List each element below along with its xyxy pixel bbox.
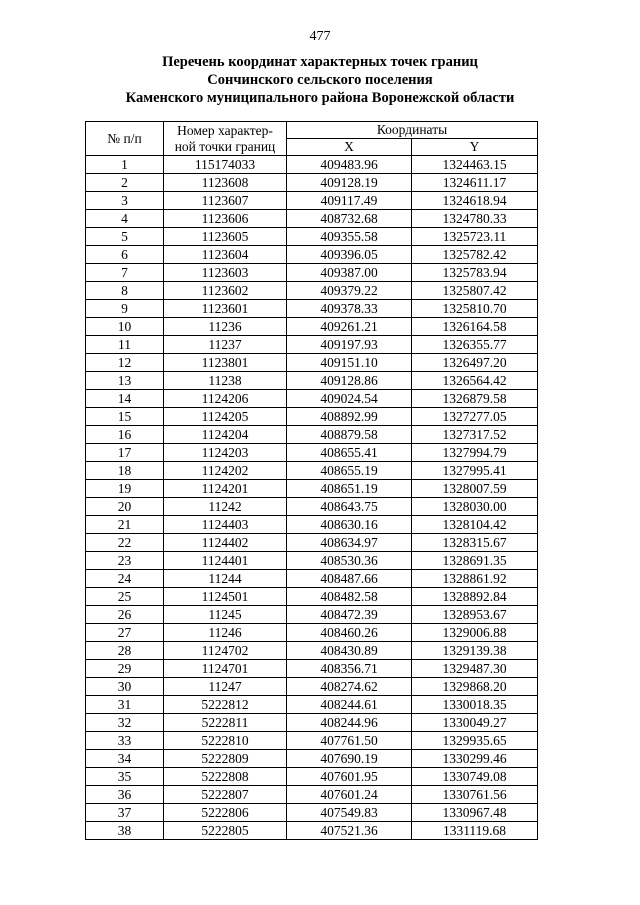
table-row: [86, 516, 538, 534]
cell-row-number: 9: [86, 300, 164, 318]
cell-point-number: 1124206: [164, 390, 287, 408]
cell-x: 407690.19: [287, 750, 412, 768]
table-row: [86, 624, 538, 642]
cell-row-number: 6: [86, 246, 164, 264]
cell-row-number: 8: [86, 282, 164, 300]
table-row: [86, 246, 538, 264]
cell-row-number: 13: [86, 372, 164, 390]
cell-point-number: 1124205: [164, 408, 287, 426]
cell-point-number: 5222809: [164, 750, 287, 768]
cell-row-number: 5: [86, 228, 164, 246]
cell-y: 1329139.38: [412, 642, 538, 660]
cell-row-number: 28: [86, 642, 164, 660]
table-row: [86, 786, 538, 804]
table-row: [86, 462, 538, 480]
cell-row-number: 1: [86, 156, 164, 174]
cell-row-number: 30: [86, 678, 164, 696]
cell-x: 408879.58: [287, 426, 412, 444]
cell-point-number: 11242: [164, 498, 287, 516]
table-row: [86, 732, 538, 750]
cell-point-number: 1123604: [164, 246, 287, 264]
cell-row-number: 31: [86, 696, 164, 714]
cell-y: 1330967.48: [412, 804, 538, 822]
cell-row-number: 15: [86, 408, 164, 426]
cell-x: 408892.99: [287, 408, 412, 426]
cell-y: 1329868.20: [412, 678, 538, 696]
table-row: [86, 156, 538, 174]
cell-y: 1325782.42: [412, 246, 538, 264]
title-line-3: Каменского муниципального района Воронежской области: [125, 90, 515, 106]
cell-point-number: 1123606: [164, 210, 287, 228]
cell-x: 409261.21: [287, 318, 412, 336]
cell-row-number: 7: [86, 264, 164, 282]
cell-x: 409151.10: [287, 354, 412, 372]
header-point-line-2: ной точки границ: [174, 138, 276, 154]
cell-y: 1329006.88: [412, 624, 538, 642]
cell-row-number: 21: [86, 516, 164, 534]
cell-row-number: 27: [86, 624, 164, 642]
table-row: [86, 768, 538, 786]
cell-x: 408643.75: [287, 498, 412, 516]
cell-x: 408244.96: [287, 714, 412, 732]
cell-x: 407601.95: [287, 768, 412, 786]
cell-point-number: 5222811: [164, 714, 287, 732]
cell-row-number: 24: [86, 570, 164, 588]
cell-point-number: 11245: [164, 606, 287, 624]
table-row: [86, 300, 538, 318]
cell-y: 1329487.30: [412, 660, 538, 678]
cell-point-number: 1124204: [164, 426, 287, 444]
cell-y: 1327994.79: [412, 444, 538, 462]
cell-point-number: 11236: [164, 318, 287, 336]
cell-y: 1327317.52: [412, 426, 538, 444]
cell-row-number: 4: [86, 210, 164, 228]
cell-point-number: 1124403: [164, 516, 287, 534]
cell-x: 408634.97: [287, 534, 412, 552]
table-row: [86, 426, 538, 444]
cell-point-number: 11247: [164, 678, 287, 696]
header-point-number: [164, 122, 287, 156]
table-row: [86, 210, 538, 228]
cell-x: 408655.19: [287, 462, 412, 480]
table-row: [86, 606, 538, 624]
cell-x: 408732.68: [287, 210, 412, 228]
cell-point-number: 11244: [164, 570, 287, 588]
cell-point-number: 1123801: [164, 354, 287, 372]
cell-x: 408430.89: [287, 642, 412, 660]
cell-row-number: 14: [86, 390, 164, 408]
cell-y: 1328953.67: [412, 606, 538, 624]
cell-x: 408460.26: [287, 624, 412, 642]
table-row: [86, 714, 538, 732]
cell-y: 1330049.27: [412, 714, 538, 732]
table-row: [86, 372, 538, 390]
cell-y: 1328007.59: [412, 480, 538, 498]
cell-x: 408655.41: [287, 444, 412, 462]
cell-x: 407761.50: [287, 732, 412, 750]
cell-y: 1326879.58: [412, 390, 538, 408]
header-y: Y: [412, 139, 538, 156]
table-row: [86, 282, 538, 300]
cell-row-number: 35: [86, 768, 164, 786]
cell-x: 408244.61: [287, 696, 412, 714]
cell-point-number: 1124401: [164, 552, 287, 570]
cell-point-number: 11246: [164, 624, 287, 642]
header-point-line-1: Номер характер-: [177, 122, 273, 138]
cell-x: 408530.36: [287, 552, 412, 570]
cell-x: 409379.22: [287, 282, 412, 300]
cell-row-number: 16: [86, 426, 164, 444]
cell-x: 409128.19: [287, 174, 412, 192]
header-x: X: [287, 139, 412, 156]
cell-y: 1326355.77: [412, 336, 538, 354]
cell-point-number: 1124701: [164, 660, 287, 678]
cell-x: 409378.33: [287, 300, 412, 318]
table-row: [86, 804, 538, 822]
table-row: [86, 336, 538, 354]
cell-x: 409387.00: [287, 264, 412, 282]
cell-point-number: 115174033: [164, 156, 287, 174]
cell-point-number: 1123602: [164, 282, 287, 300]
cell-row-number: 11: [86, 336, 164, 354]
cell-point-number: 5222807: [164, 786, 287, 804]
table-row: [86, 822, 538, 840]
cell-y: 1327995.41: [412, 462, 538, 480]
cell-row-number: 36: [86, 786, 164, 804]
cell-y: 1324611.17: [412, 174, 538, 192]
cell-y: 1328315.67: [412, 534, 538, 552]
cell-y: 1325810.70: [412, 300, 538, 318]
table-row: [86, 174, 538, 192]
cell-y: 1328030.00: [412, 498, 538, 516]
cell-y: 1325783.94: [412, 264, 538, 282]
table-row: [86, 750, 538, 768]
cell-y: 1330299.46: [412, 750, 538, 768]
cell-y: 1324463.15: [412, 156, 538, 174]
table-row: [86, 696, 538, 714]
cell-y: 1324780.33: [412, 210, 538, 228]
cell-point-number: 1124501: [164, 588, 287, 606]
cell-point-number: 5222812: [164, 696, 287, 714]
cell-row-number: 34: [86, 750, 164, 768]
cell-y: 1328104.42: [412, 516, 538, 534]
table-row: [86, 570, 538, 588]
cell-row-number: 2: [86, 174, 164, 192]
cell-x: 409355.58: [287, 228, 412, 246]
cell-point-number: 1124202: [164, 462, 287, 480]
title-line-2: Сончинского сельского поселения: [207, 72, 433, 88]
cell-point-number: 1123607: [164, 192, 287, 210]
cell-y: 1330018.35: [412, 696, 538, 714]
cell-point-number: 1124702: [164, 642, 287, 660]
cell-point-number: 1124201: [164, 480, 287, 498]
cell-y: 1328892.84: [412, 588, 538, 606]
cell-x: 409024.54: [287, 390, 412, 408]
cell-row-number: 12: [86, 354, 164, 372]
cell-y: 1328861.92: [412, 570, 538, 588]
table-row: [86, 318, 538, 336]
header-row-number: № п/п: [86, 122, 164, 156]
cell-x: 408487.66: [287, 570, 412, 588]
cell-y: 1330749.08: [412, 768, 538, 786]
document-title: [0, 53, 640, 107]
cell-row-number: 20: [86, 498, 164, 516]
cell-x: 407521.36: [287, 822, 412, 840]
cell-row-number: 29: [86, 660, 164, 678]
cell-row-number: 26: [86, 606, 164, 624]
page-number: 477: [309, 29, 331, 44]
header-coordinates: Координаты: [287, 122, 538, 139]
table-row: [86, 264, 538, 282]
cell-y: 1328691.35: [412, 552, 538, 570]
cell-x: 407549.83: [287, 804, 412, 822]
coordinates-table: [85, 121, 538, 840]
cell-y: 1330761.56: [412, 786, 538, 804]
cell-row-number: 33: [86, 732, 164, 750]
cell-y: 1325723.11: [412, 228, 538, 246]
table-row: [86, 480, 538, 498]
cell-y: 1331119.68: [412, 822, 538, 840]
cell-point-number: 5222810: [164, 732, 287, 750]
cell-row-number: 37: [86, 804, 164, 822]
cell-y: 1329935.65: [412, 732, 538, 750]
cell-row-number: 18: [86, 462, 164, 480]
cell-x: 408651.19: [287, 480, 412, 498]
cell-y: 1326497.20: [412, 354, 538, 372]
cell-row-number: 22: [86, 534, 164, 552]
table-row: [86, 588, 538, 606]
table-row: [86, 444, 538, 462]
cell-row-number: 17: [86, 444, 164, 462]
cell-row-number: 38: [86, 822, 164, 840]
cell-row-number: 10: [86, 318, 164, 336]
cell-point-number: 5222805: [164, 822, 287, 840]
cell-point-number: 11238: [164, 372, 287, 390]
cell-point-number: 11237: [164, 336, 287, 354]
table-row: [86, 678, 538, 696]
cell-y: 1327277.05: [412, 408, 538, 426]
table-row: [86, 642, 538, 660]
cell-x: 407601.24: [287, 786, 412, 804]
table-row: [86, 534, 538, 552]
cell-x: 408274.62: [287, 678, 412, 696]
table-row: [86, 354, 538, 372]
cell-x: 408482.58: [287, 588, 412, 606]
cell-point-number: 1124402: [164, 534, 287, 552]
title-line-1: Перечень координат характерных точек границ: [162, 54, 478, 70]
cell-row-number: 19: [86, 480, 164, 498]
cell-y: 1325807.42: [412, 282, 538, 300]
table-row: [86, 390, 538, 408]
table-row: [86, 498, 538, 516]
cell-row-number: 3: [86, 192, 164, 210]
cell-point-number: 1124203: [164, 444, 287, 462]
cell-point-number: 5222806: [164, 804, 287, 822]
cell-y: 1326564.42: [412, 372, 538, 390]
cell-y: 1326164.58: [412, 318, 538, 336]
cell-row-number: 23: [86, 552, 164, 570]
table-header: [86, 122, 538, 156]
cell-point-number: 1123603: [164, 264, 287, 282]
cell-x: 409128.86: [287, 372, 412, 390]
cell-point-number: 1123605: [164, 228, 287, 246]
cell-y: 1324618.94: [412, 192, 538, 210]
cell-row-number: 25: [86, 588, 164, 606]
cell-x: 409197.93: [287, 336, 412, 354]
table-row: [86, 228, 538, 246]
table-row: [86, 408, 538, 426]
cell-point-number: 1123601: [164, 300, 287, 318]
cell-x: 409483.96: [287, 156, 412, 174]
table-row: [86, 192, 538, 210]
cell-x: 409396.05: [287, 246, 412, 264]
cell-x: 408630.16: [287, 516, 412, 534]
cell-point-number: 5222808: [164, 768, 287, 786]
table-row: [86, 660, 538, 678]
table-row: [86, 552, 538, 570]
table-body: [86, 156, 538, 840]
cell-x: 408356.71: [287, 660, 412, 678]
cell-row-number: 32: [86, 714, 164, 732]
cell-point-number: 1123608: [164, 174, 287, 192]
cell-x: 408472.39: [287, 606, 412, 624]
cell-x: 409117.49: [287, 192, 412, 210]
